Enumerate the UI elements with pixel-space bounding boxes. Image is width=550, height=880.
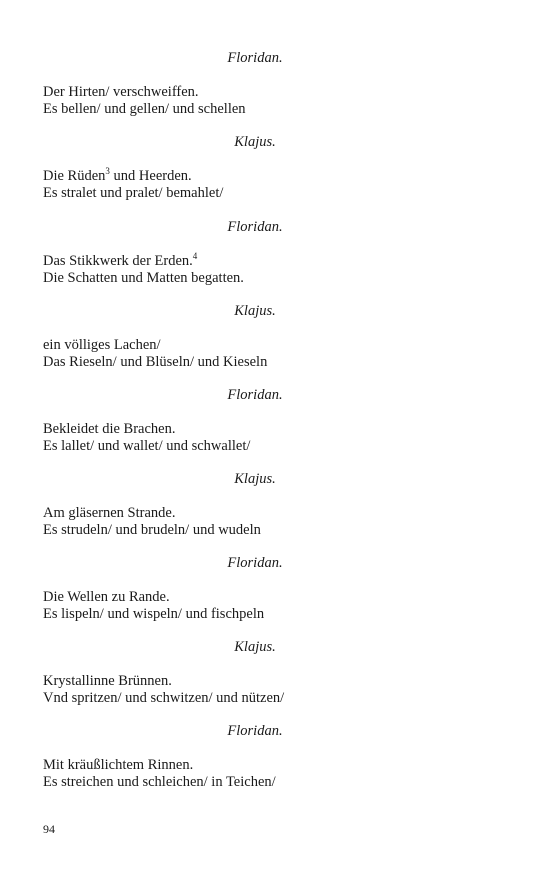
verse-stanza [43,421,503,455]
speaker-heading: Klajus. [234,134,276,150]
speaker-heading: Floridan. [227,555,283,571]
verse-line: Der Hirten/ verschweiffen. [43,84,199,100]
verse-line: Krystallinne Brünnen. [43,673,172,689]
verse-stanza [43,673,503,707]
speaker-heading: Floridan. [227,219,283,235]
verse-stanza [43,337,503,371]
verse-line: Das Rieseln/ und Blüseln/ und Kieseln [43,354,268,370]
verse-line [43,168,503,185]
page-number: 94 [43,822,55,836]
verse-line [43,253,503,270]
speaker-heading: Klajus. [234,471,276,487]
verse-line: Es stralet und pralet/ bemahlet/ [43,185,224,201]
verse-text: Die Rüden [43,168,106,184]
footnote-marker[interactable]: 3 [105,166,110,177]
verse-line: Es streichen und schleichen/ in Teichen/ [43,774,276,790]
verse-line: ein völliges Lachen/ [43,337,161,353]
speaker-heading: Klajus. [234,639,276,655]
verse-line: Die Schatten und Matten begatten. [43,270,244,286]
verse-text: Das Stikkwerk der Erden. [43,253,193,269]
verse-line: Bekleidet die Brachen. [43,421,176,437]
verse-stanza [43,589,503,623]
verse-line: Es lallet/ und wallet/ und schwallet/ [43,438,251,454]
footnote-marker[interactable]: 4 [192,251,198,262]
verse-text: und Heerden. [109,168,192,184]
verse-stanza [43,84,503,118]
verse-stanza [43,505,503,539]
speaker-heading: Floridan. [227,387,283,403]
verse-stanza [43,253,503,287]
speaker-heading: Klajus. [234,303,276,319]
speaker-heading: Floridan. [227,50,283,66]
verse-stanza [43,168,503,202]
verse-line: Vnd spritzen/ und schwitzen/ und nützen/ [43,690,285,706]
verse-line: Mit kräußlichtem Rinnen. [43,757,194,773]
verse-line: Es lispeln/ und wispeln/ und fischpeln [43,606,265,622]
verse-stanza [43,757,503,791]
speaker-heading: Floridan. [227,723,283,739]
verse-line: Die Wellen zu Rande. [43,589,170,605]
verse-line: Es bellen/ und gellen/ und schellen [43,101,246,117]
verse-line: Es strudeln/ und brudeln/ und wudeln [43,522,261,538]
verse-line: Am gläsernen Strande. [43,505,176,521]
